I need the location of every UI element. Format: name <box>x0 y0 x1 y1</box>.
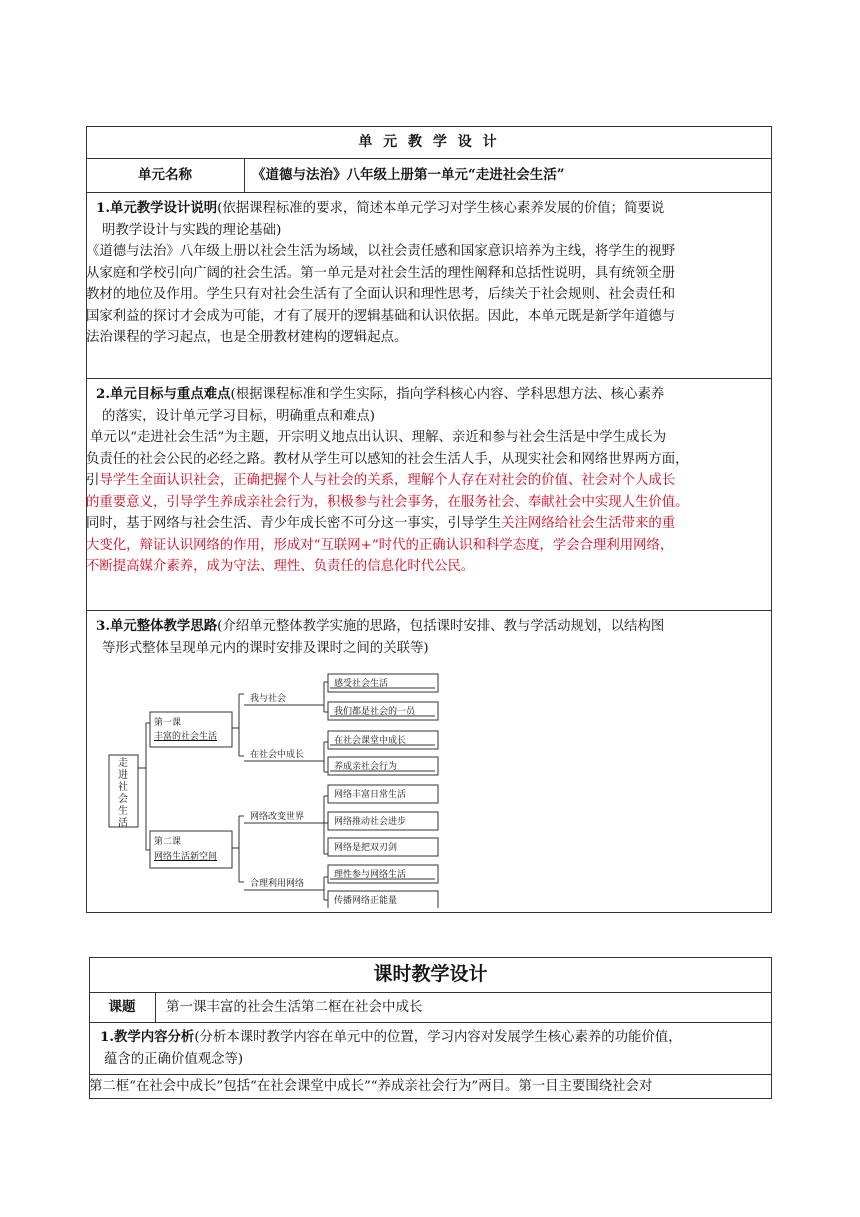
section-2-heading: 2.单元目标与重点难点(根据课程标准和学生实际，指向学科核心内容、学科思想方法、核心素养 <box>96 386 665 402</box>
lesson-design-title: 课时教学设计 <box>373 963 488 985</box>
diagram-frame-4: 合理利用网络 <box>250 879 305 889</box>
diagram-leaf-5: 网络丰富日常生活 <box>334 790 407 800</box>
lesson-section-1-hint-cont: 蕴含的正确价值观念等) <box>104 1051 244 1067</box>
unit-section-3 <box>96 616 770 659</box>
diagram-leaf-8: 理性参与网络生活 <box>334 870 407 880</box>
lesson-topic-value: 第一课丰富的社会生活第二框在社会中成长 <box>166 999 423 1015</box>
diagram-leaf-9: 传播网络正能量 <box>334 896 398 906</box>
unit-section-2 <box>86 384 770 578</box>
section-1-hint-cont: 明教学设计与实践的理论基础) <box>102 222 282 238</box>
section-1-body: 《道德与法治》八年级上册以社会生活为场域，以社会责任感和国家意识培养为主线，将学生的视野 从家庭和学校引向广阔的社会生活。第一单元是对社会生活的理性阐释和总括性说明，具有统领全册 教材的地位及作用。学生只有对社会生活有了全面认识和理性思考，后续关于社会规则、社会责任和 国家利益的探讨才会成为可能，才有了展开的逻辑基础和认识依据。因此，本单元既是新学年道德与 法治课程的学习起点，也是全册教材建构的逻辑起点。 <box>86 244 676 345</box>
highlight-text: 导学生全面认识社会，正确把握个人与社会的关系，理解个人存在对社会的价值、社会对个人成长 <box>99 473 676 488</box>
diagram-leaf-3: 在社会课堂中成长 <box>334 736 407 746</box>
lesson-section-1-body: 第二框“在社会中成长”包括“在社会课堂中成长”“养成亲社会行为”两目。第一目主要围绕社会对 <box>89 1079 653 1094</box>
diagram-leaf-2: 我们都是社会的一员 <box>334 707 416 717</box>
diagram-lesson-2-title: 网络生活新空间 <box>154 852 218 862</box>
diagram-leaf-6: 网络推动社会进步 <box>334 817 407 827</box>
diagram-leaf-4: 养成亲社会行为 <box>334 762 398 772</box>
lesson-section-1 <box>100 1027 768 1070</box>
section-2-hint-cont: 的落实，设计单元学习目标，明确重点和难点) <box>102 408 376 424</box>
structure-diagram <box>100 668 445 908</box>
unit-section-1 <box>86 198 770 349</box>
highlight-text: 不断提高媒介素养，成为守法、理性、负责任的信息化时代公民。 <box>86 559 475 574</box>
diagram-lesson-1-num: 第一课 <box>154 718 182 728</box>
diagram-frame-3: 网络改变世界 <box>250 812 305 822</box>
diagram-lesson-1-title: 丰富的社会生活 <box>154 732 218 742</box>
unit-name-label: 单元名称 <box>138 167 192 183</box>
section-3-heading: 3.单元整体教学思路(介绍单元整体教学实施的思路，包括课时安排、教与学活动规划，以结构图 <box>96 618 665 634</box>
highlight-text: 的重要意义，引导学生养成亲社会行为，积极参与社会事务，在服务社会、奉献社会中实现人生价值。 <box>86 494 689 510</box>
diagram-frame-2: 在社会中成长 <box>250 750 305 760</box>
unit-name-value: 《道德与法治》八年级上册第一单元“走进社会生活” <box>252 167 565 183</box>
diagram-leaf-1: 感受社会生活 <box>334 679 389 689</box>
section-1-heading: 1.单元教学设计说明(依据课程标准的要求，简述本单元学习对学生核心素养发展的价值；简要说 <box>96 200 665 216</box>
diagram-root: 走进社会生活 <box>118 758 128 829</box>
section-2-body: 单元以“走进社会生活”为主题，开宗明义地点出认识、理解、亲近和参与社会生活是中学生成长为 负责任的社会公民的必经之路。教材从学生可以感知的社会生活人手，从现实社会和网络世界两方面， 引导学生全面认识社会，正确把握个人与社会的关系，理解个人存在对社会的价值、社会对个人成长 的重要意义，引导学生养成亲社会行为，积极参与社会事务，在服务社会、奉献社会中实现人生价值。 同时，基于网络与社会生活、青少年成长密不可分这一事实，引导学生关注网络给社会生活带来的重 大变化，辩证认识网络的作用，形成对“互联网+”时代的正确认识和科学态度，学会合理利用网络， 不断提高媒介素养，成为守法、理性、负责任的信息化时代公民。 <box>90 427 770 578</box>
diagram-lesson-2-num: 第二课 <box>154 837 182 847</box>
highlight-text: 大变化，辩证认识网络的作用，形成对“互联网+”时代的正确认识和科学态度，学会合理利用网络， <box>86 537 674 553</box>
highlight-text: 关注网络给社会生活带来的重 <box>501 516 676 531</box>
section-3-hint-cont: 等形式整体呈现单元内的课时安排及课时之间的关联等) <box>102 640 429 656</box>
diagram-frame-1: 我与社会 <box>250 694 287 704</box>
lesson-section-1-heading: 1.教学内容分析(分析本课时教学内容在单元中的位置，学习内容对发展学生核心素养的功能价值， <box>100 1029 682 1045</box>
unit-design-title: 单 元 教 学 设 计 <box>358 134 500 150</box>
diagram-leaf-7: 网络是把双刃剑 <box>334 843 398 853</box>
lesson-topic-label: 课题 <box>108 999 136 1015</box>
